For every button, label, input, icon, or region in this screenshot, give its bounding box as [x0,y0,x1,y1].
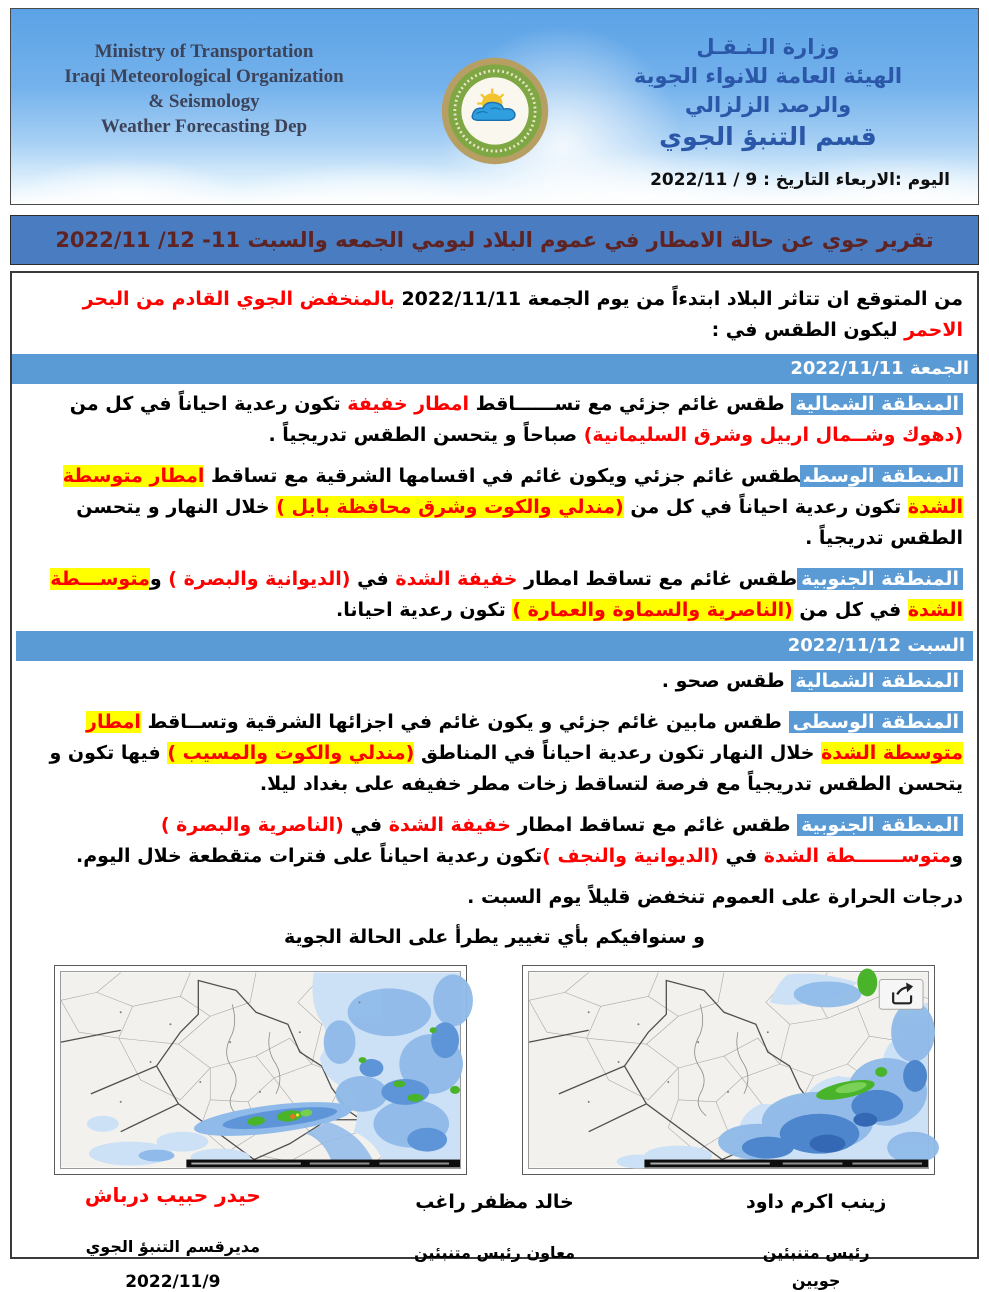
share-icon[interactable] [882,974,926,1004]
region-label-central: المنطقة الوسطى [789,711,963,733]
signature-assistant-chief [334,1191,656,1292]
org-name-arabic [603,33,933,154]
region-label-south: المنطقة الجنوبية [797,568,963,590]
org-english-line: Iraqi Meteorological Organization [64,66,344,88]
signer-title: جويين [791,1271,841,1290]
signer-name: زينب اكرم داود [746,1191,887,1213]
friday-header-bar: الجمعة 2022/11/11 [12,354,977,384]
precipitation-maps [12,965,977,1175]
region-label-central: المنطقة الوسطى [800,465,963,487]
signature-date: 2022/11/9 [125,1272,221,1292]
report-date-line: اليوم :الاربعاء التاريخ : 9 / 2022/11 [650,170,950,190]
temperature-note: درجات الحرارة على العموم تنخفض قليلاً يوم السبت . [467,886,963,908]
saturday-header-bar: السبت 2022/11/12 [16,631,973,661]
org-english-line: Ministry of Transportation [94,41,314,62]
org-arabic-line: الهيئة العامة للانواء الجوية [633,63,903,88]
org-name-english [39,39,369,139]
precipitation-map-saturday [522,965,935,1175]
signer-title: مديرقسم التنبؤ الجوي [85,1237,261,1256]
friday-south-paragraph [12,559,977,631]
saturday-south-paragraph [12,805,977,877]
saturday-south-text: طقس غائم مع تساقط امطار خفيفة الشدة في (الناصرية والبصرة ) ومتوســـــــطة الشدة في (الديوانية والنجف )تكون رعدية احياناً على فترات متقطعة خلال اليوم. [76,814,963,867]
signer-title: معاون رئيس متنبئين [413,1243,575,1262]
saturday-north-paragraph [12,661,977,702]
friday-north-text: طقس غائم جزئي مع تســــــاقط امطار خفيفة تكون رعدية احياناً في كل من (دهوك وشــمال اربيل وشرق السليمانية) صباحاً و يتحسن الطقس تدريجياً . [69,393,963,446]
org-arabic-line: قسم التنبؤ الجوي [659,121,877,151]
region-label-north: المنطقة الشمالية [791,393,963,415]
signature-chief-forecaster [655,1191,977,1292]
report-body [10,271,979,1292]
friday-central-paragraph [12,456,977,559]
signature-department-director [12,1183,334,1292]
saturday-central-paragraph [12,702,977,805]
intro-paragraph: من المتوقع ان تتاثر البلاد ابتدءاً من يوم الجمعة 2022/11/11 بالمنخفض الجوي القادم من البحر الاحمر ليكون الطقس في : [82,288,963,341]
org-english-line: Weather Forecasting Dep [100,116,308,138]
org-arabic-line: والرصد الزلزالي [684,92,852,117]
report-title-bar [10,215,979,265]
precipitation-map-friday [54,965,467,1175]
signer-title: رئيس متنبئين [762,1243,870,1262]
signer-name: خالد مظفر راغب [415,1191,574,1213]
friday-south-text: طقس غائم مع تساقط امطار خفيفة الشدة في (الديوانية والبصرة ) ومتوســـطة الشدة في كل من (الناصرية والسماوة والعمارة ) تكون رعدية احيانا. [50,568,963,621]
signer-name: حيدر حبيب درباش [84,1183,261,1207]
friday-central-text: طقس غائم جزئي ويكون غائم في اقسامها الشرقية مع تساقط امطار متوسطة الشدة تكون رعدية احياناً في كل من (مندلي والكوت وشرق محافظة بابل ) خلال النهار و يتحسن الطقس تدريجياً . [62,465,963,549]
org-logo-icon [439,55,551,171]
region-label-north: المنطقة الشمالية [791,670,963,692]
org-english-line: & Seismology [148,91,260,113]
header-banner [10,8,979,205]
friday-north-paragraph [12,384,977,456]
saturday-central-text: طقس مابين غائم جزئي و يكون غائم في اجزائها الشرقية وتســاقط امطار متوسطة الشدة خلال النهار تكون رعدية احياناً في المناطق (مندلي والكوت والمسيب ) فيها تكون و يتحسن الطقس تدريجياً مع فرصة لتساقط زخات مطر خفيفه على بغداد ليلا. [49,711,963,795]
org-arabic-line: وزارة الـنـقـل [696,35,840,59]
report-title: تقرير جوي عن حالة الامطار في عموم البلاد ليومي الجمعه والسبت 11- 12/ 2022/11 [55,228,934,252]
signatures [12,1175,977,1292]
saturday-north-text: طقس صحو . [661,670,785,692]
region-label-south: المنطقة الجنوبية [797,814,963,836]
update-note: و سنوافيكم بأي تغيير يطرأ على الحالة الجوية [284,926,705,948]
